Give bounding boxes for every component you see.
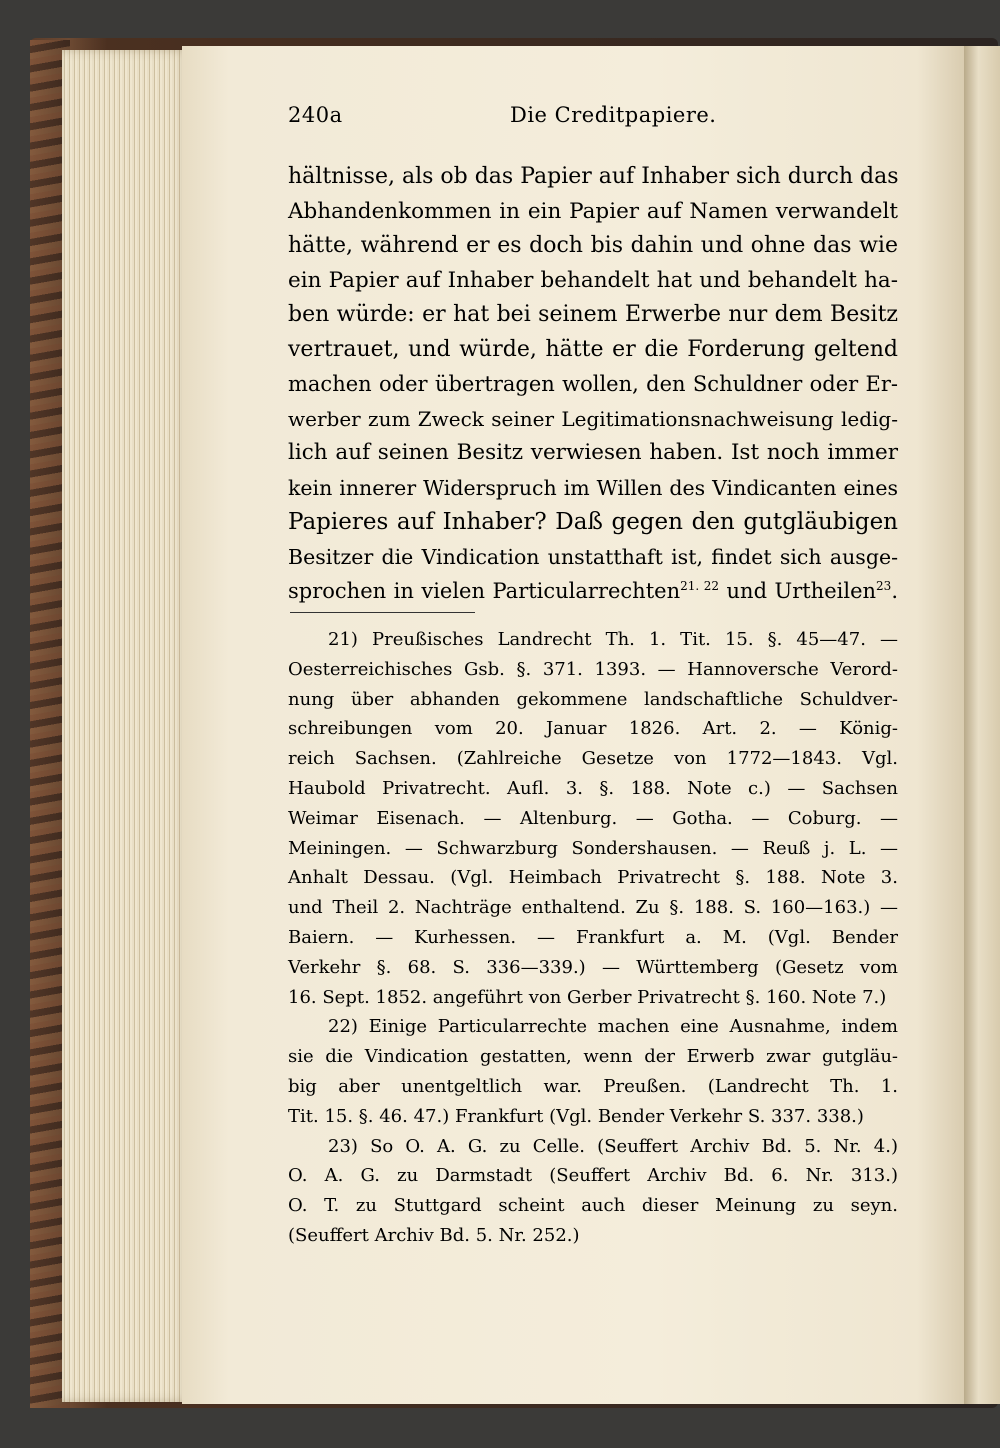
footnotes	[288, 625, 898, 1251]
footnote-line: Haubold Privatrecht. Aufl. 3. §. 188. Note c.) — Sachsen	[288, 777, 898, 799]
running-head	[288, 103, 898, 137]
body-text-fragment: .	[891, 579, 898, 603]
body-line: ben würde: er hat bei seinem Erwerbe nur dem Besitz	[288, 302, 898, 327]
body-paragraph	[288, 160, 898, 609]
body-text-fragment: sprochen in vielen Particularrechten	[288, 579, 681, 603]
footnote-line: nung über abhanden gekommene landschaftliche Schuldver-	[288, 688, 898, 710]
footnote-line: 23) So O. A. G. zu Celle. (Seuffert Archiv Bd. 5. Nr. 4.)	[328, 1135, 898, 1157]
footnote-line: 21) Preußisches Landrecht Th. 1. Tit. 15. §. 45—47. —	[328, 629, 898, 650]
footnote-line: Baiern. — Kurhessen. — Frankfurt a. M. (Vgl. Bender	[288, 926, 898, 948]
body-line: vertrauet, und würde, hätte er die Forderung geltend	[288, 336, 898, 362]
body-text-fragment: und Urtheilen	[719, 579, 877, 603]
body-line: kein innerer Widerspruch im Willen des Vindicanten eines	[288, 475, 898, 500]
footnote-line: 16. Sept. 1852. angeführt von Gerber Privatrecht §. 160. Note 7.)	[288, 986, 887, 1008]
footnote-line: reich Sachsen. (Zahlreiche Gesetze von 1772—1843. Vgl.	[288, 748, 898, 770]
footnote-line: Verkehr §. 68. S. 336—339.) — Württemberg (Gesetz vom	[288, 956, 898, 978]
footnote-line: big aber unentgeltlich war. Preußen. (Landrecht Th. 1.	[288, 1075, 898, 1097]
running-title: Die Creditpapiere.	[510, 103, 717, 127]
footnote-ref-21-22: 21. 22	[680, 579, 720, 593]
footnote-line: Meiningen. — Schwarzburg Sondershausen. — Reuß j. L. —	[288, 837, 898, 859]
body-line-last	[288, 574, 898, 609]
page-number: 240a	[288, 103, 343, 127]
facing-page-edge	[964, 46, 1000, 1404]
footnote-line: Weimar Eisenach. — Altenburg. — Gotha. — Coburg. —	[288, 807, 898, 829]
body-line: Papieres auf Inhaber? Daß gegen den gutgläubigen	[288, 509, 898, 535]
footnote-line: Oesterreichisches Gsb. §. 371. 1393. — Hannoversche Verord-	[288, 658, 898, 680]
body-line: werber zum Zweck seiner Legitimationsnachweisung ledig-	[288, 406, 898, 431]
footnote-line: O. A. G. zu Darmstadt (Seuffert Archiv Bd. 6. Nr. 313.)	[288, 1165, 898, 1187]
footnote-line: und Theil 2. Nachträge enthaltend. Zu §. 188. S. 160—163.) —	[288, 897, 898, 919]
footnote-line: Tit. 15. §. 46. 47.) Frankfurt (Vgl. Bender Verkehr S. 337. 338.)	[288, 1105, 864, 1127]
body-line: hätte, während er es doch bis dahin und ohne das wie	[288, 233, 898, 258]
footnote-line: schreibungen vom 20. Januar 1826. Art. 2. — König-	[288, 718, 898, 740]
body-line: hältnisse, als ob das Papier auf Inhaber sich durch das	[288, 164, 899, 189]
body-line: lich auf seinen Besitz verwiesen haben. Ist noch immer	[288, 440, 898, 465]
footnote-line: (Seuffert Archiv Bd. 5. Nr. 252.)	[288, 1224, 580, 1246]
body-line: Abhandenkommen in ein Papier auf Namen verwandelt	[288, 198, 898, 224]
body-line: machen oder übertragen wollen, den Schuldner oder Er-	[288, 372, 898, 396]
footnote-line: 22) Einige Particularrechte machen eine Ausnahme, indem	[328, 1016, 898, 1038]
page-block-edge	[62, 50, 190, 1402]
footnote-rule	[290, 612, 475, 613]
footnote-line: O. T. zu Stuttgard scheint auch dieser Meinung zu seyn.	[288, 1195, 898, 1217]
body-line: ein Papier auf Inhaber behandelt hat und behandelt ha-	[288, 267, 898, 293]
footnote-ref-23: 23	[876, 579, 892, 593]
footnote-line: Anhalt Dessau. (Vgl. Heimbach Privatrecht §. 188. Note 3.	[288, 867, 898, 889]
footnote-line: sie die Vindication gestatten, wenn der Erwerb zwar gutgläu-	[288, 1046, 898, 1068]
body-line: Besitzer die Vindication unstatthaft ist, findet sich ausge-	[288, 544, 898, 569]
